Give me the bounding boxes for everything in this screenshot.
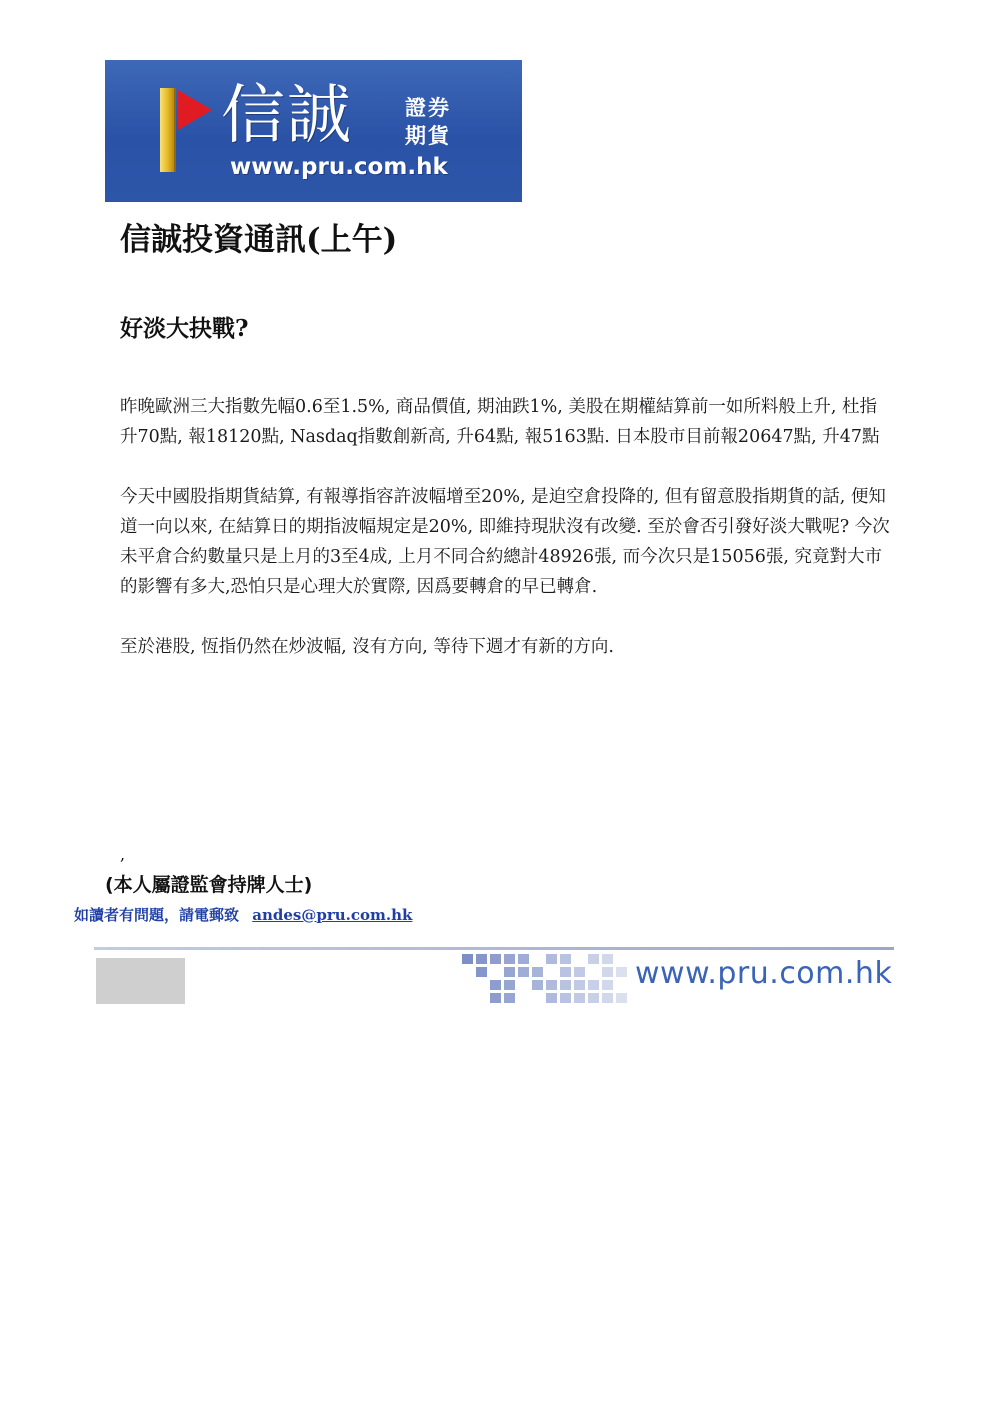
footer-square (504, 980, 515, 990)
document-title: 信誠投資通訊(上午) (120, 222, 398, 258)
footer-square (546, 954, 557, 964)
footer-square (504, 967, 515, 977)
logo-red-flag-icon (178, 90, 212, 130)
footer-square (532, 980, 543, 990)
footer-url: www.pru.com.hk (635, 956, 893, 991)
footer-square (518, 954, 529, 964)
footer-square (588, 954, 599, 964)
footer-square (602, 967, 613, 977)
logo-brand-subtitle: 證券期貨 (405, 96, 451, 148)
footer-square (560, 954, 571, 964)
footer-square (616, 993, 627, 1003)
logo-brand-url: www.pru.com.hk (230, 154, 448, 180)
footer-square (504, 993, 515, 1003)
footer-square (616, 967, 627, 977)
footer-square (462, 954, 473, 964)
footer-square (602, 954, 613, 964)
footer-square (490, 993, 501, 1003)
footer-square (602, 993, 613, 1003)
footer-square (588, 980, 599, 990)
contact-email-link[interactable]: andes@pru.com.hk (252, 906, 413, 924)
article-paragraph-1: 昨晚歐洲三大指數先幅0.6至1.5%, 商品價值, 期油跌1%, 美股在期權結算前一如所料般上升, 杜指升70點, 報18120點, Nasdaq指數創新高, 升64點, 報5163點. 日本股市目前報20647點, 升47點 (120, 397, 880, 447)
footer-square (532, 967, 543, 977)
footer-square (546, 980, 557, 990)
footer-square (546, 993, 557, 1003)
footer-square-pattern (462, 954, 632, 1008)
logo-brand-name: 信誠 (221, 79, 353, 153)
footer-divider (94, 947, 894, 950)
footer-square (602, 980, 613, 990)
article-paragraph-3: 至於港股, 恆指仍然在炒波幅, 沒有方向, 等待下週才有新的方向. (120, 637, 614, 657)
company-logo-banner (105, 60, 522, 202)
contact-line (74, 904, 412, 926)
article-headline: 好淡大抉戰? (120, 315, 249, 342)
footer-square (518, 967, 529, 977)
footer-square (560, 980, 571, 990)
article-paragraph-2: 今天中國股指期貨結算, 有報導指容許波幅增至20%, 是迫空倉投降的, 但有留意股指期貨的話, 便知道一向以來, 在結算日的期指波幅規定是20%, 即維持現狀沒有改變. 至於會否引發好淡大戰呢? 今次未平倉合約數量只是上月的3至4成, 上月不同合約總計48926張, 而今次只是15056張, 究竟對大市的影響有多大,恐怕只是心理大於實際, 因爲要轉倉的早已轉倉. (120, 487, 890, 597)
footer-grey-block (96, 958, 185, 1004)
contact-label: 如讀者有問題，請電郵致 (74, 906, 240, 924)
stray-comma: , (120, 845, 126, 864)
footer-square (574, 993, 585, 1003)
footer-square (574, 980, 585, 990)
footer-square (574, 967, 585, 977)
footer-square (560, 993, 571, 1003)
footer-square (490, 980, 501, 990)
footer-square (490, 954, 501, 964)
footer-square (504, 954, 515, 964)
footer-square (588, 993, 599, 1003)
licence-note: (本人屬證監會持牌人士) (105, 874, 313, 896)
footer-square (476, 954, 487, 964)
logo-gold-bar (160, 88, 174, 172)
article-body (120, 392, 890, 692)
footer-square (560, 967, 571, 977)
footer-square (476, 967, 487, 977)
